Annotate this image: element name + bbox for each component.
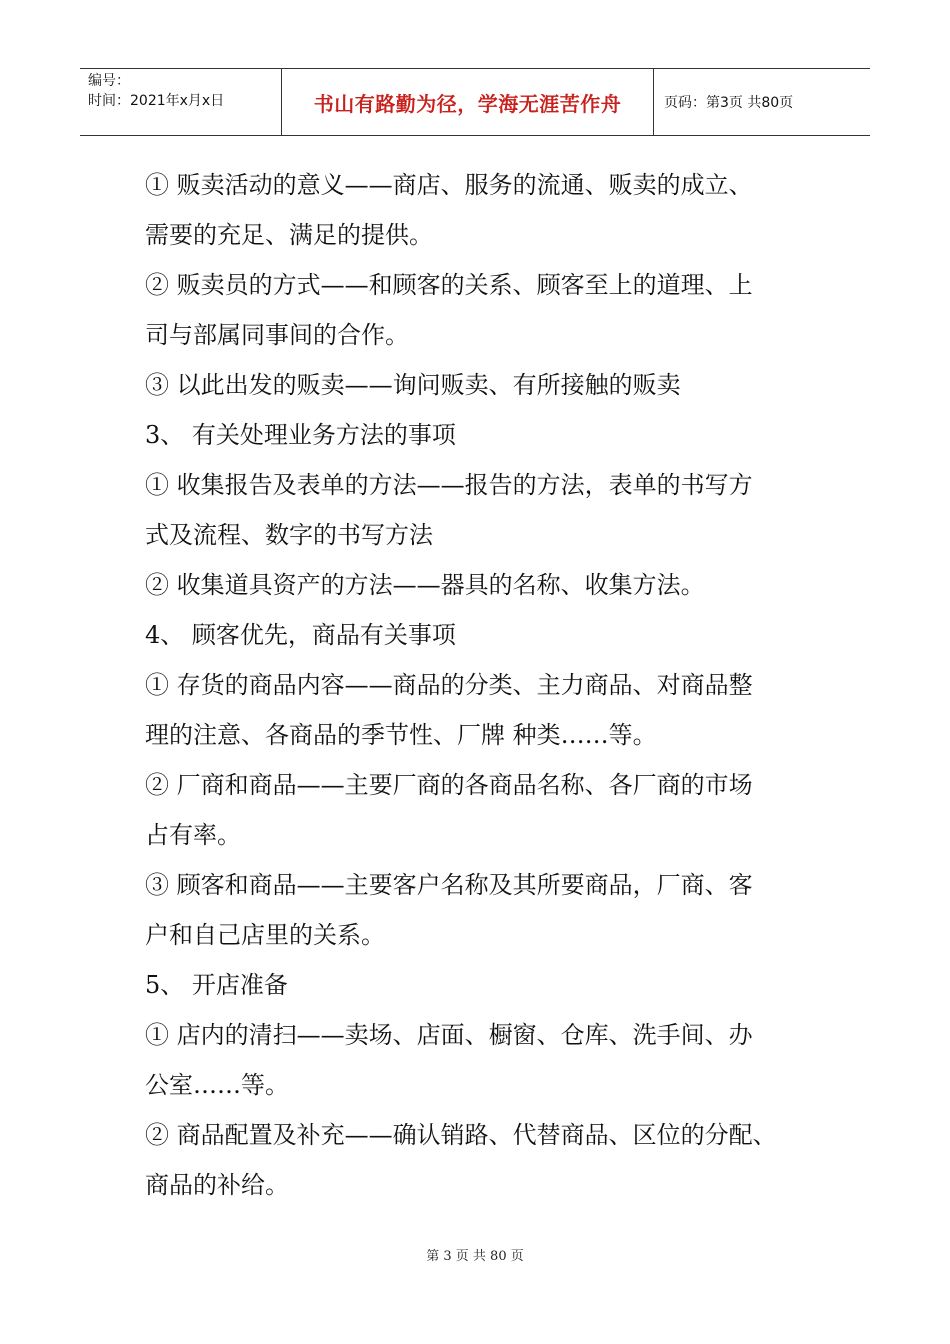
header-page-info: 页码：第3页 共80页 — [664, 95, 794, 111]
text-line: 户和自己店里的关系。 — [145, 921, 385, 949]
text-line: ② 厂商和商品——主要厂商的各商品名称、各厂商的市场 — [145, 771, 753, 799]
text-line: ② 收集道具资产的方法——器具的名称、收集方法。 — [145, 571, 705, 599]
section-heading: 5、 开店准备 — [145, 971, 288, 999]
text-line: 商品的补给。 — [145, 1171, 289, 1199]
header-number: 编号： — [88, 73, 130, 89]
text-line: 需要的充足、满足的提供。 — [145, 221, 433, 249]
text-line: ① 存货的商品内容——商品的分类、主力商品、对商品整 — [145, 671, 753, 699]
text-line: ① 收集报告及表单的方法——报告的方法，表单的书写方 — [145, 471, 753, 499]
page-footer: 第 3 页 共 80 页 — [426, 1249, 524, 1264]
section-heading: 4、 顾客优先，商品有关事项 — [145, 621, 456, 649]
section-heading: 3、 有关处理业务方法的事项 — [145, 421, 456, 449]
page-header — [80, 68, 870, 136]
text-line: 理的注意、各商品的季节性、厂牌 种类……等。 — [145, 721, 657, 749]
text-line: ③ 以此出发的贩卖——询问贩卖、有所接触的贩卖 — [145, 371, 681, 399]
text-line: ① 贩卖活动的意义——商店、服务的流通、贩卖的成立、 — [145, 171, 753, 199]
text-line: ① 店内的清扫——卖场、店面、橱窗、仓库、洗手间、办 — [145, 1021, 753, 1049]
text-line: ③ 顾客和商品——主要客户名称及其所要商品，厂商、客 — [145, 871, 753, 899]
text-line: 式及流程、数字的书写方法 — [145, 521, 433, 549]
text-line: 司与部属同事间的合作。 — [145, 321, 409, 349]
header-date: 时间：2021年x月x日 — [88, 93, 225, 109]
header-motto: 书山有路勤为径，学海无涯苦作舟 — [282, 69, 654, 135]
text-line: ② 商品配置及补充——确认销路、代替商品、区位的分配、 — [145, 1121, 777, 1149]
text-line: 占有率。 — [145, 821, 241, 849]
document-body — [145, 160, 825, 1210]
text-line: ② 贩卖员的方式——和顾客的关系、顾客至上的道理、上 — [145, 271, 753, 299]
header-meta — [80, 69, 282, 135]
text-line: 公室……等。 — [145, 1071, 289, 1099]
